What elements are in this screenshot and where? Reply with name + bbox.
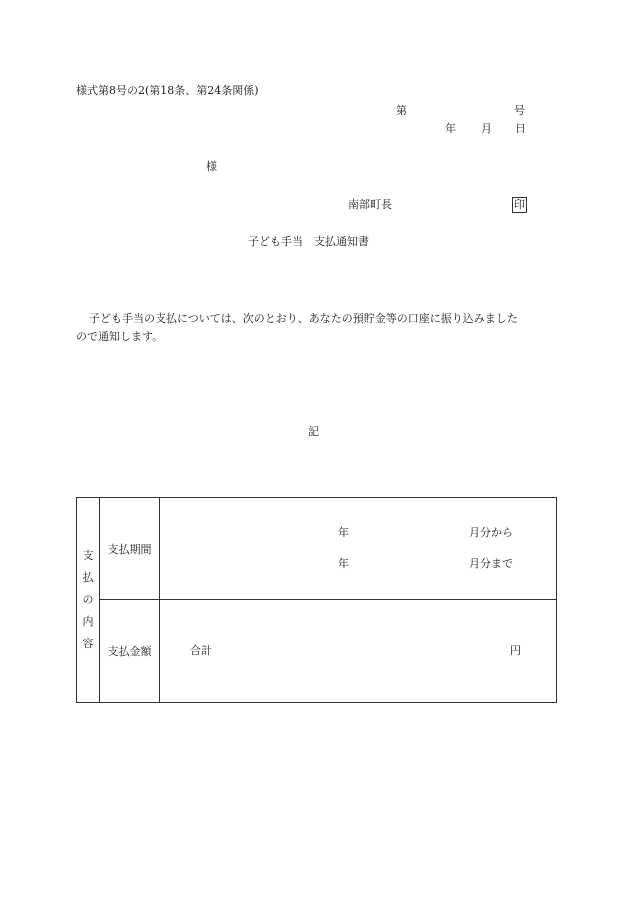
issuer-name: 南部町長 [348, 198, 392, 211]
side-label-char: 容 [82, 637, 94, 650]
period-from-month: 月分から [469, 526, 513, 539]
amount-unit: 円 [510, 644, 521, 657]
body-text-line-1: 子ども手当の支払については、次のとおり、あなたの預貯金等の口座に振り込みました [89, 312, 518, 325]
amount-label: 支払金額 [100, 600, 160, 703]
date-day: 日 [515, 122, 526, 135]
side-label-char: 内 [82, 615, 94, 628]
period-from-year: 年 [338, 526, 349, 539]
period-label: 支払期間 [100, 498, 160, 600]
ki-heading: 記 [308, 425, 319, 438]
seal-mark: 印 [514, 198, 525, 211]
side-label-char: 払 [82, 571, 94, 584]
doc-number-prefix: 第 [396, 104, 407, 117]
side-label [77, 498, 100, 703]
date-month: 月 [481, 122, 492, 135]
period-to-month: 月分まで [469, 557, 513, 570]
period-cell [160, 498, 557, 600]
form-number: 様式第8号の2(第18条、第24条関係) [76, 84, 259, 97]
amount-total-label: 合計 [190, 644, 212, 657]
recipient-honorific: 様 [206, 160, 217, 173]
document-title: 子ども手当 支払通知書 [248, 235, 369, 248]
side-label-char: の [82, 593, 94, 606]
body-text-line-2: ので通知します。 [76, 330, 164, 343]
period-to-year: 年 [338, 557, 349, 570]
doc-number-suffix: 号 [514, 104, 525, 117]
side-label-char: 支 [82, 549, 94, 562]
issuer-seal [512, 197, 527, 213]
date-year: 年 [445, 122, 456, 135]
amount-cell [160, 600, 557, 703]
payment-content-table [76, 497, 557, 703]
